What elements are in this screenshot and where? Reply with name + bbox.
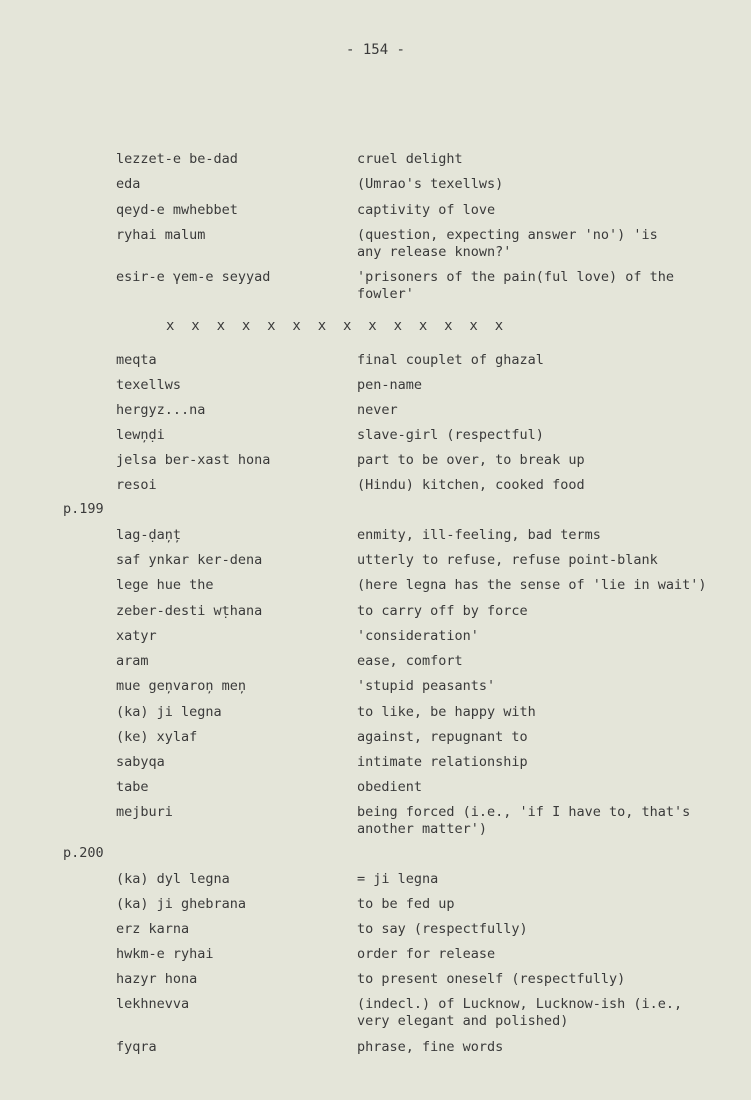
gloss-term: hazyr hona xyxy=(116,971,198,987)
gloss-definition: intimate relationship xyxy=(357,754,528,770)
gloss-term: jelsa ber-xast hona xyxy=(116,452,271,468)
gloss-definition: (indecl.) of Lucknow, Lucknow-ish (i.e., very elegant and polished) xyxy=(357,996,683,1029)
gloss-term: (ka) dyl legna xyxy=(116,871,230,887)
gloss-definition: to carry off by force xyxy=(357,603,528,619)
gloss-definition: final couplet of ghazal xyxy=(357,352,544,368)
gloss-definition: utterly to refuse, refuse point-blank xyxy=(357,552,658,568)
gloss-term: (ka) ji ghebrana xyxy=(116,896,247,912)
gloss-term: resoi xyxy=(116,477,157,493)
gloss-definition: (Hindu) kitchen, cooked food xyxy=(357,477,585,493)
gloss-definition: slave-girl (respectful) xyxy=(357,427,544,443)
gloss-term: hergyz...na xyxy=(116,402,206,418)
gloss-definition: (here legna has the sense of 'lie in wait') xyxy=(357,577,707,593)
gloss-definition: ease, comfort xyxy=(357,653,463,669)
gloss-definition: (Umrao's texellws) xyxy=(357,176,504,192)
gloss-term: (ke) xylaf xyxy=(116,729,198,745)
gloss-definition: part to be over, to break up xyxy=(357,452,585,468)
gloss-definition: to be fed up xyxy=(357,896,455,912)
gloss-definition: cruel delight xyxy=(357,151,463,167)
gloss-definition: (question, expecting answer 'no') 'is any release known?' xyxy=(357,227,658,260)
gloss-term: lezzet-e be-dad xyxy=(116,151,238,167)
gloss-term: esir-e γem-e seyyad xyxy=(116,269,271,285)
gloss-term: saf ynkar ker-dena xyxy=(116,552,263,568)
page-reference-marker: p.199 xyxy=(63,501,104,517)
gloss-term: tabe xyxy=(116,779,149,795)
gloss-term: zeber-desti wṭhana xyxy=(116,603,263,619)
gloss-term: hwkm-e ryhai xyxy=(116,946,214,962)
gloss-term: ryhai malum xyxy=(116,227,206,243)
gloss-definition: obedient xyxy=(357,779,423,795)
gloss-term: xatyr xyxy=(116,628,157,644)
gloss-term: sabyqa xyxy=(116,754,165,770)
gloss-term: lewņḍi xyxy=(116,427,165,443)
page-reference-marker: p.200 xyxy=(63,845,104,861)
gloss-term: (ka) ji legna xyxy=(116,704,222,720)
gloss-term: meqta xyxy=(116,352,157,368)
gloss-definition: pen-name xyxy=(357,377,423,393)
gloss-term: aram xyxy=(116,653,149,669)
gloss-definition: phrase, fine words xyxy=(357,1039,504,1055)
gloss-definition: being forced (i.e., 'if I have to, that's another matter') xyxy=(357,804,691,837)
gloss-term: lag-ḍaņț xyxy=(116,527,182,543)
gloss-definition: order for release xyxy=(357,946,496,962)
gloss-definition: to like, be happy with xyxy=(357,704,536,720)
page-number: - 154 - xyxy=(345,42,405,58)
gloss-definition: = ji legna xyxy=(357,871,439,887)
gloss-term: mue geņvaroņ meņ xyxy=(116,678,247,694)
gloss-definition: 'consideration' xyxy=(357,628,479,644)
gloss-definition: to present oneself (respectfully) xyxy=(357,971,626,987)
gloss-term: mejburi xyxy=(116,804,173,820)
gloss-definition: 'stupid peasants' xyxy=(357,678,496,694)
gloss-definition: 'prisoners of the pain(ful love) of the fowler' xyxy=(357,269,674,302)
gloss-term: fyqra xyxy=(116,1039,157,1055)
gloss-term: lekhnevva xyxy=(116,996,190,1012)
gloss-term: qeyd-e mwhebbet xyxy=(116,202,238,218)
section-separator: x x x x x x x x x x x x x x xyxy=(166,318,504,334)
gloss-definition: against, repugnant to xyxy=(357,729,528,745)
gloss-term: eda xyxy=(116,176,141,192)
gloss-definition: captivity of love xyxy=(357,202,496,218)
gloss-term: erz karna xyxy=(116,921,190,937)
gloss-term: lege hue the xyxy=(116,577,214,593)
gloss-term: texellws xyxy=(116,377,182,393)
gloss-definition: to say (respectfully) xyxy=(357,921,528,937)
gloss-definition: enmity, ill-feeling, bad terms xyxy=(357,527,601,543)
gloss-definition: never xyxy=(357,402,398,418)
